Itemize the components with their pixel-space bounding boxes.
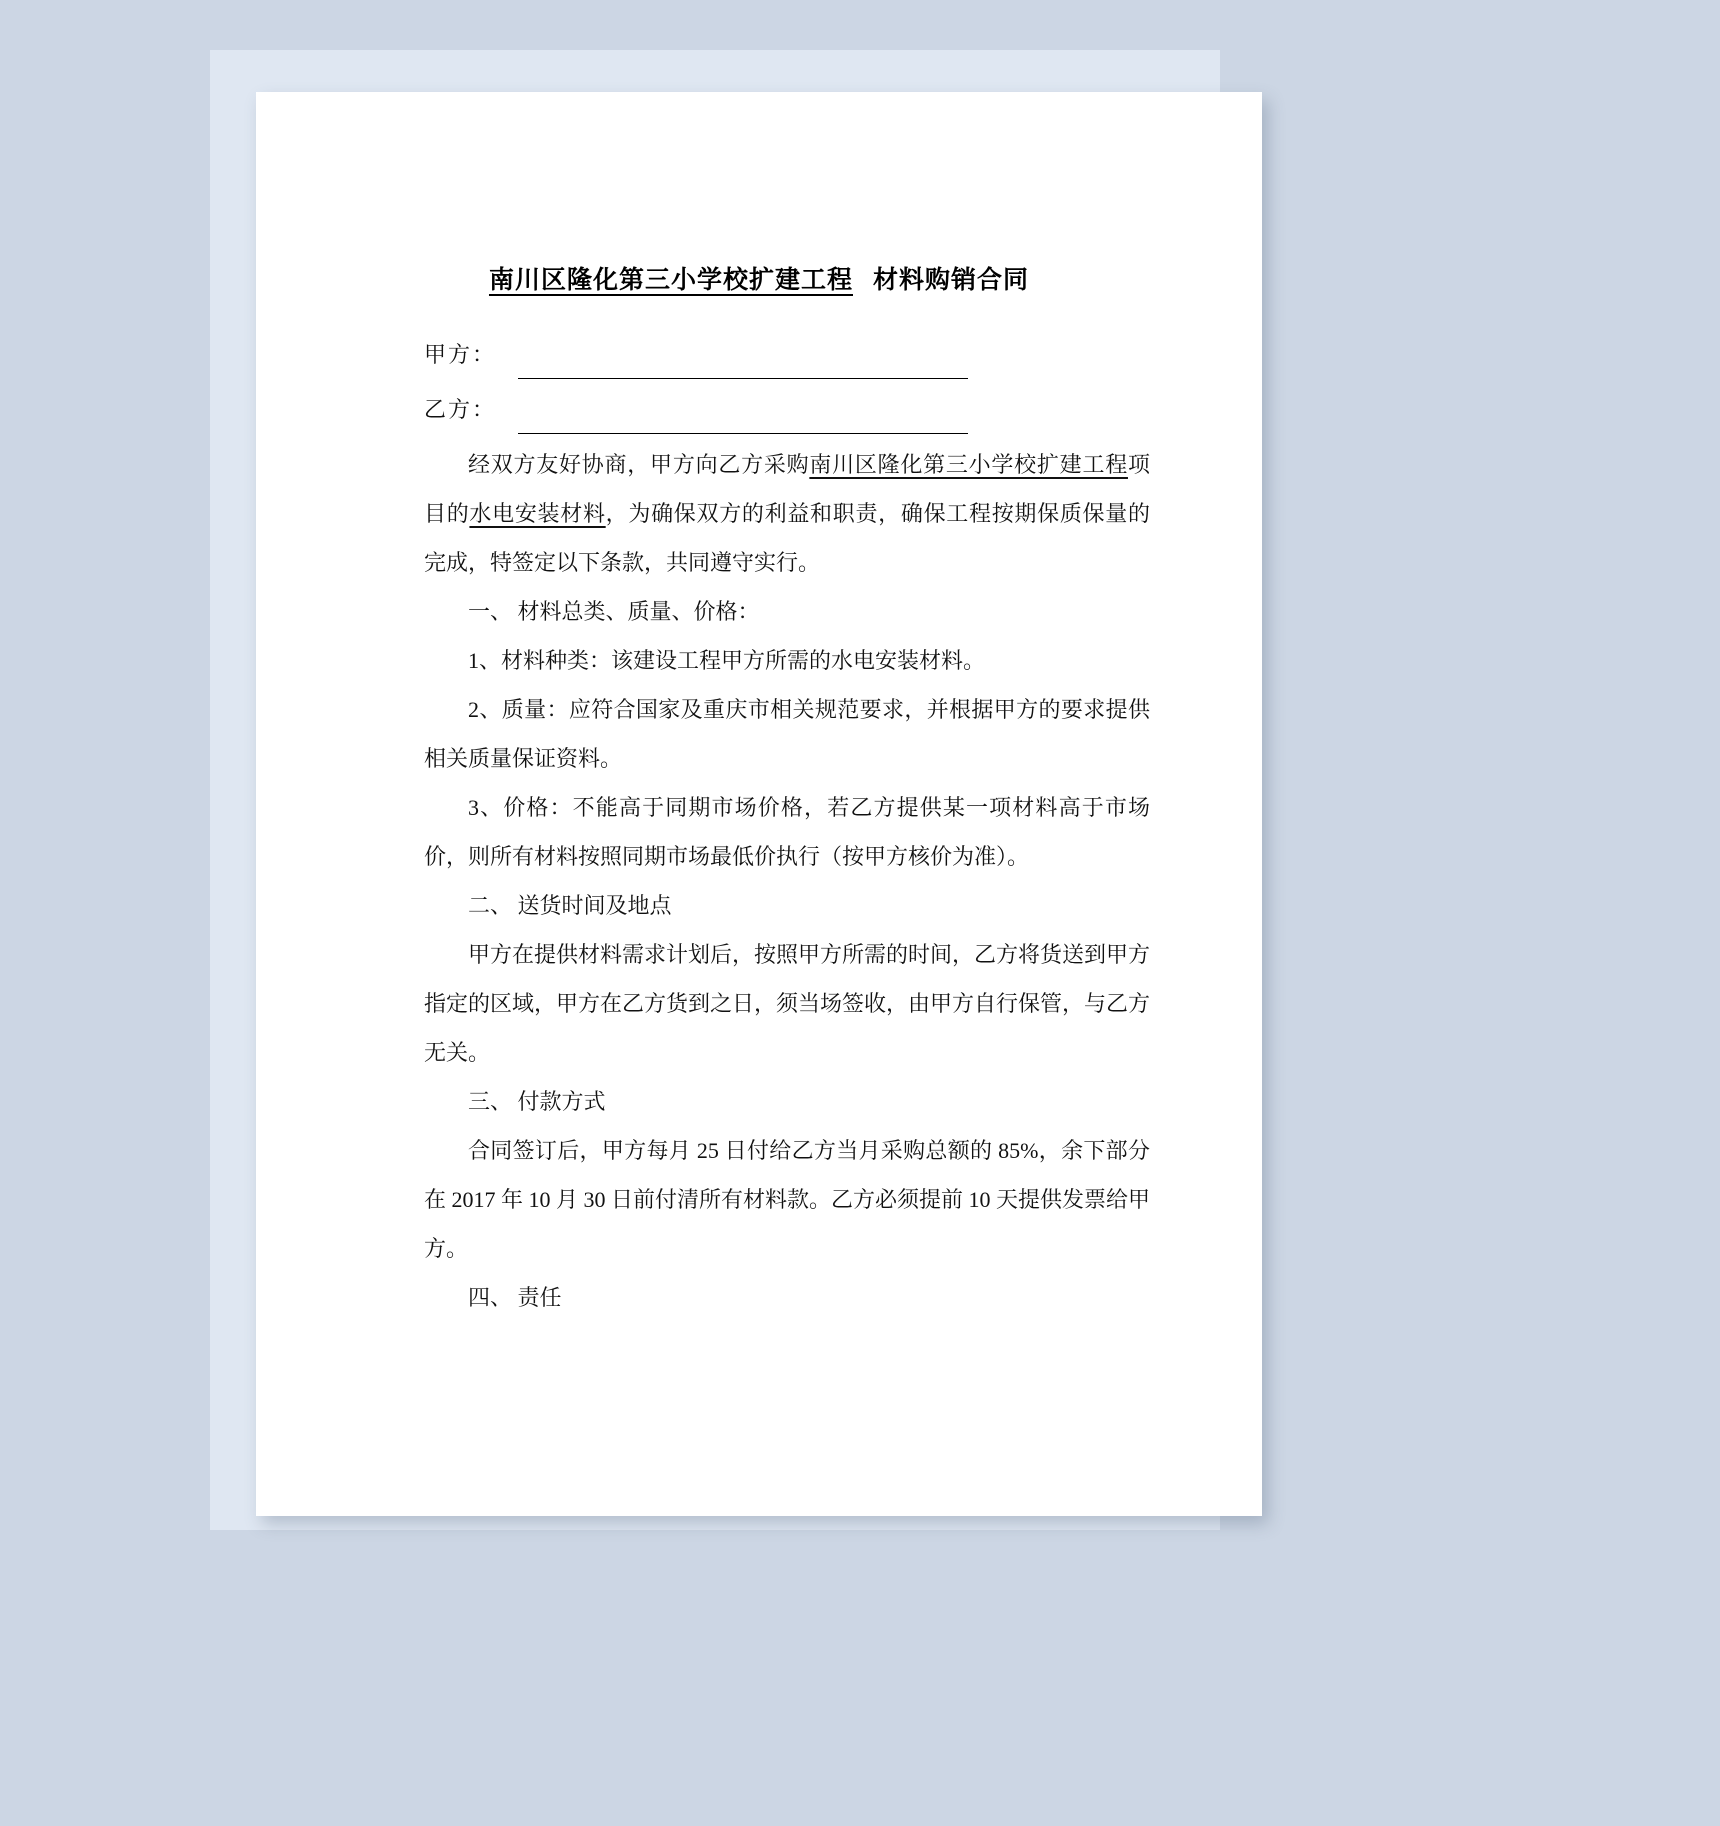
intro-part-2: 项目的: [424, 452, 1150, 526]
document-body: [424, 330, 1150, 1322]
section-2-paragraph: 甲方在提供材料需求计划后，按照甲方所需的时间，乙方将货送到甲方指定的区域，甲方在乙方货到之日，须当场签收，由甲方自行保管，与乙方无关。: [424, 942, 1151, 1065]
intro-material-type: 水电安装材料: [469, 501, 606, 526]
party-a-label: 甲方：: [424, 342, 497, 367]
intro-paragraph: [424, 440, 1150, 587]
section-1-item-1: 1、材料种类：该建设工程甲方所需的水电安装材料。: [468, 648, 986, 673]
party-b-blank-field[interactable]: [518, 407, 968, 434]
page-title: [256, 260, 1262, 296]
page-content: [256, 92, 1262, 1516]
section-1-heading: 一、 材料总类、质量、价格：: [468, 599, 760, 624]
party-b-row: [424, 385, 1150, 434]
section-3-paragraph: 合同签订后，甲方每月 25 日付给乙方当月采购总额的 85%，余下部分在 2017 年 10 月 30 日前付清所有材料款。乙方必须提前 10 天提供发票给甲方。: [424, 1138, 1151, 1261]
section-3-heading: 三、 付款方式: [468, 1089, 606, 1114]
section-1-item-3: 3、价格：不能高于同期市场价格，若乙方提供某一项材料高于市场价，则所有材料按照同期市场最低价执行（按甲方核价为准）。: [424, 795, 1150, 869]
section-4-heading: 四、 责任: [468, 1285, 562, 1310]
document-page: [256, 92, 1262, 1516]
intro-part-3: ，为确保双方的利益和职责，确保工程按期保质保量的完成，特签定以下条款，共同遵守实行。: [424, 501, 1150, 575]
party-a-row: [424, 330, 1150, 379]
page-title-rest: 材料购销合同: [873, 266, 1030, 294]
intro-part-1: 经双方友好协商，甲方向乙方采购: [468, 452, 810, 477]
intro-project-name: 南川区隆化第三小学校扩建工程: [809, 452, 1128, 477]
section-2-heading: 二、 送货时间及地点: [468, 893, 672, 918]
party-a-blank-field[interactable]: [518, 352, 968, 379]
party-b-label: 乙方：: [424, 397, 497, 422]
section-1-item-2: 2、质量：应符合国家及重庆市相关规范要求，并根据甲方的要求提供相关质量保证资料。: [424, 697, 1150, 771]
page-title-underlined: 南川区隆化第三小学校扩建工程: [488, 266, 853, 294]
